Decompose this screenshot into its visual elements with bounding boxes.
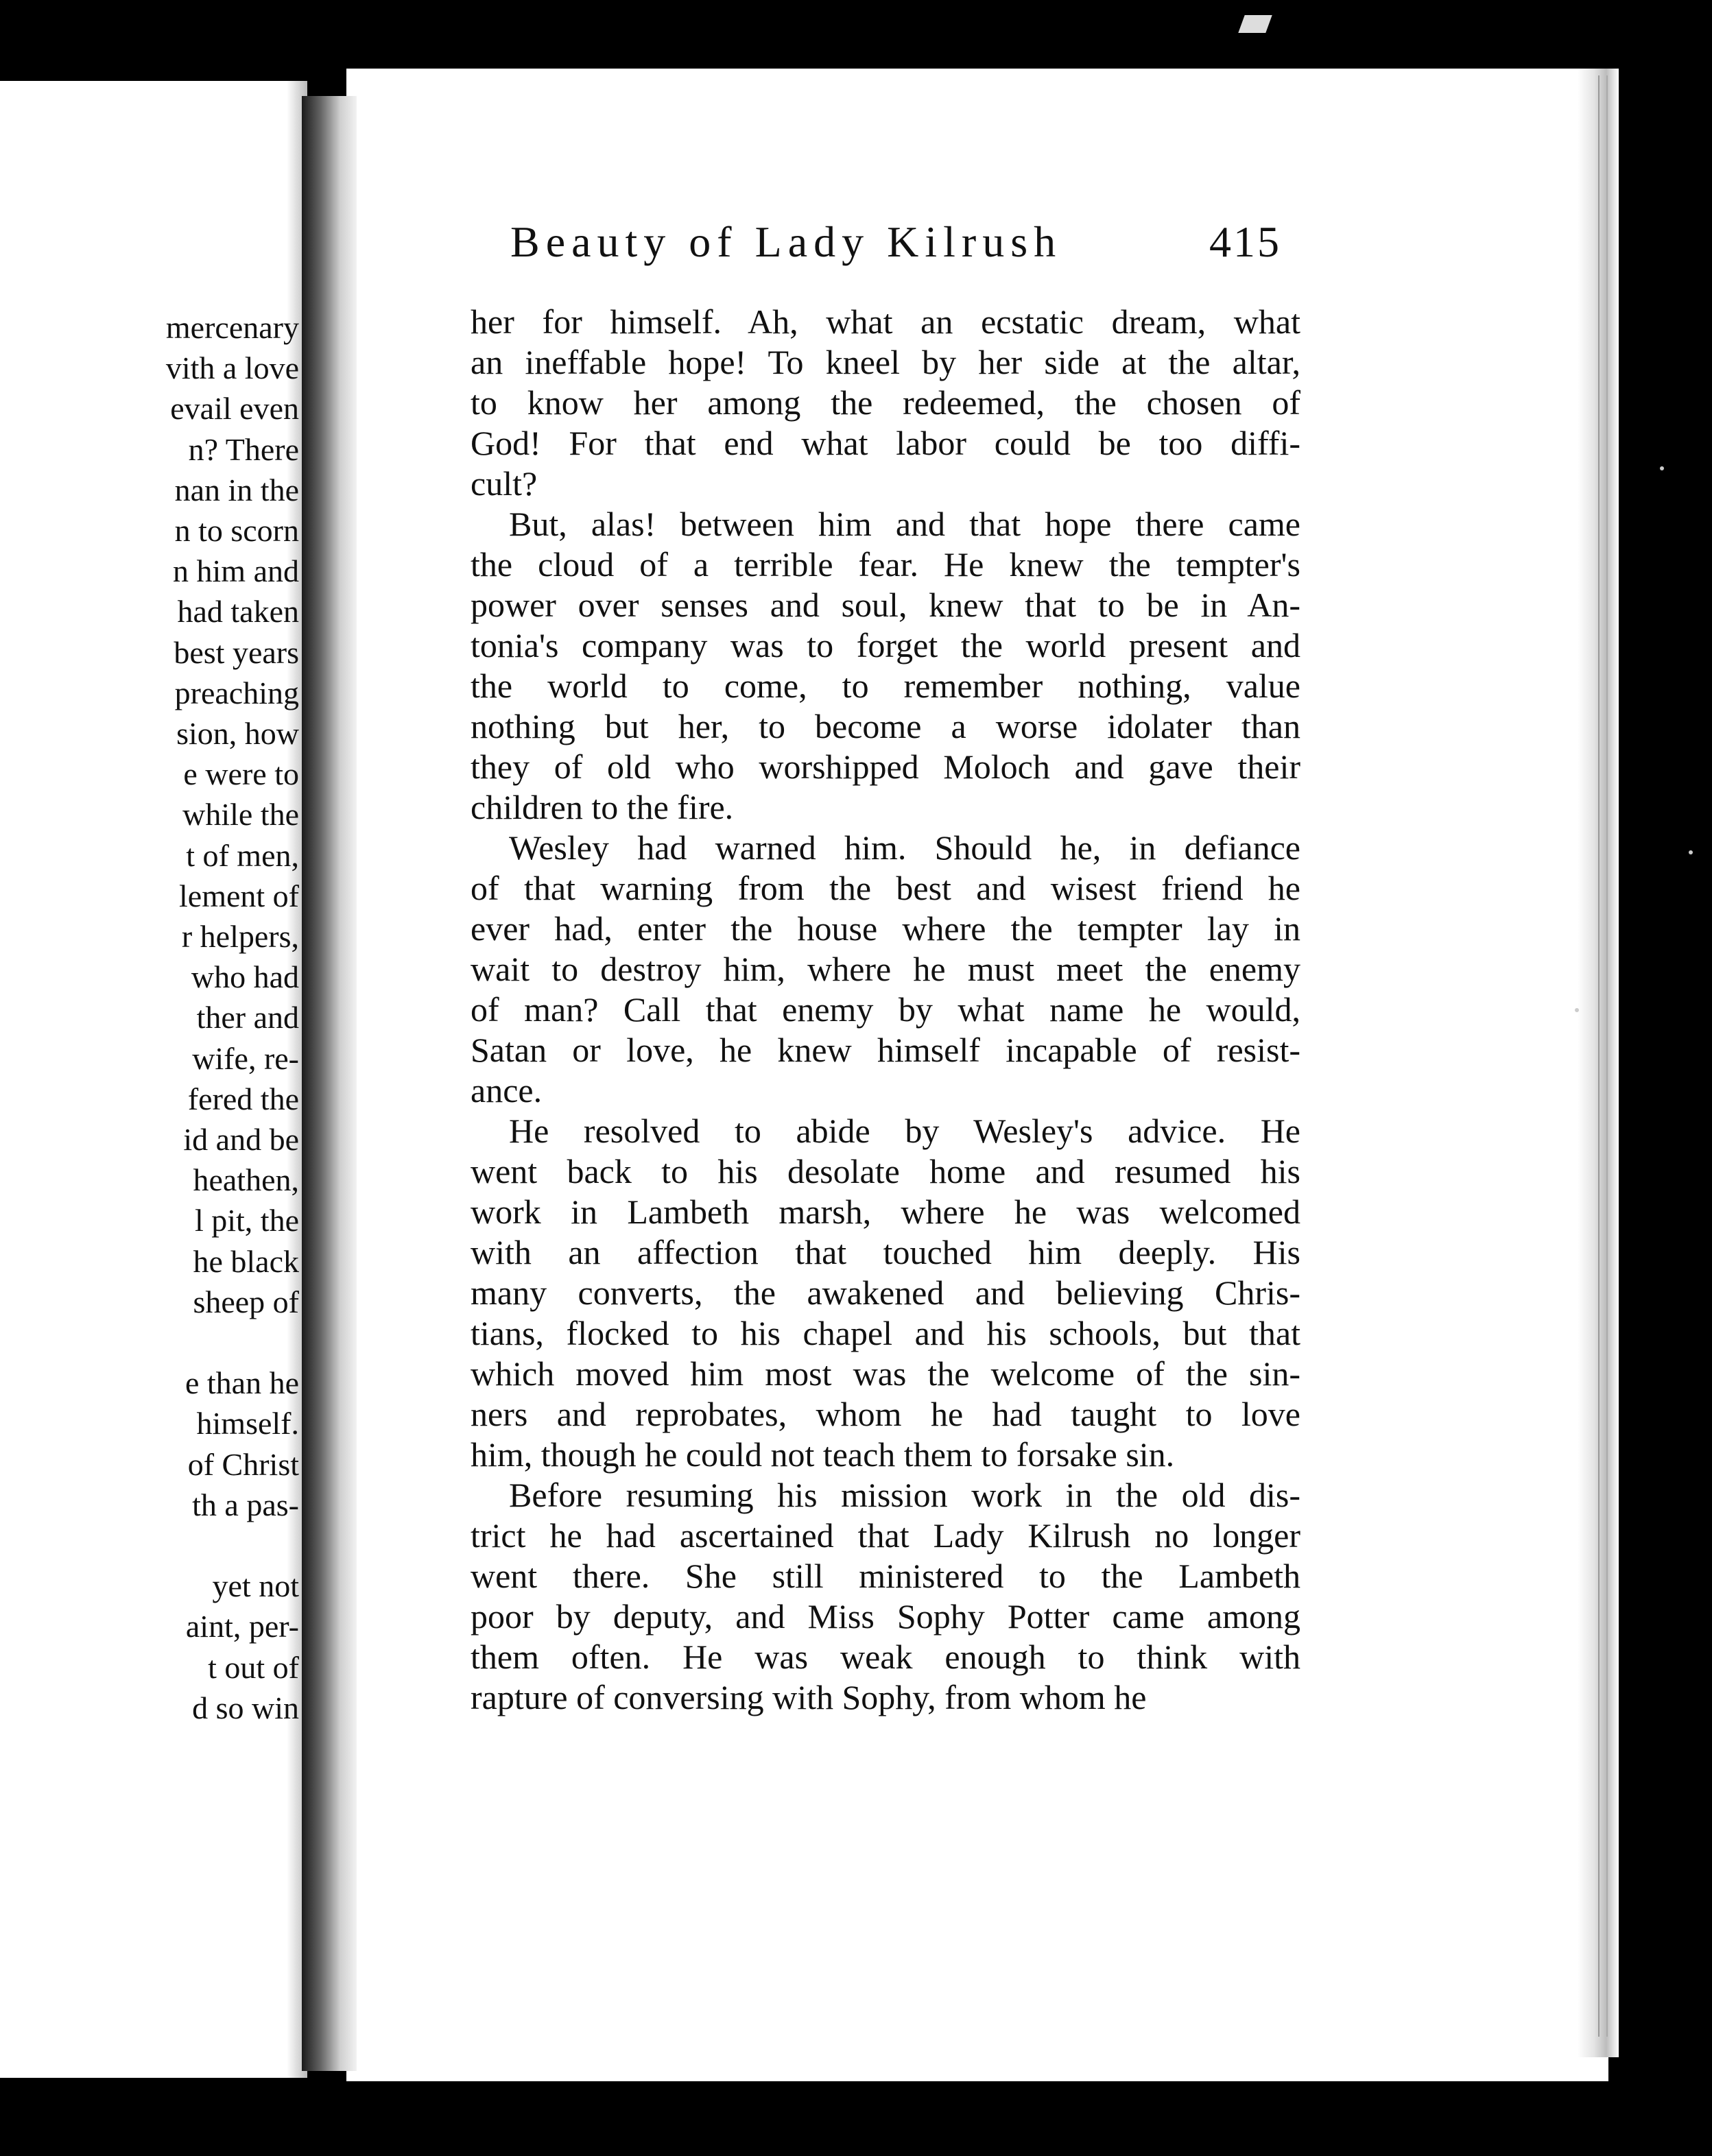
left-page-line: evail even (170, 391, 299, 427)
body-line: Satan or love, he knew himself incapable of resist- (471, 1031, 1300, 1069)
body-line: tians, flocked to his chapel and his schools, but that (471, 1314, 1300, 1352)
left-page-line: n? There (188, 431, 299, 467)
left-page-line: vith a love (165, 350, 299, 386)
left-page-line: best years (174, 634, 299, 670)
body-line: work in Lambeth marsh, where he was welcomed (471, 1193, 1300, 1231)
left-page-line: mercenary (165, 310, 299, 345)
left-page (0, 81, 307, 2078)
left-page-line: e were to (183, 756, 299, 792)
body-line: ever had, enter the house where the tempter lay in (471, 909, 1300, 948)
left-page-line: lement of (179, 878, 299, 913)
body-line: children to the fire. (471, 788, 734, 826)
scan-speck (1660, 466, 1664, 470)
page-edge-lines (1598, 75, 1608, 2037)
body-line: went back to his desolate home and resumed his (471, 1152, 1300, 1190)
left-page-line: d so win (192, 1690, 299, 1725)
body-line: But, alas! between him and that hope there came (509, 505, 1300, 543)
left-page-line: t out of (208, 1649, 299, 1685)
body-line: wait to destroy him, where he must meet the enemy (471, 950, 1300, 988)
left-page-line: preaching (174, 675, 299, 710)
left-page-line: id and be (183, 1122, 299, 1157)
left-page-line: himself. (196, 1406, 299, 1441)
body-line: God! For that end what labor could be too diffi- (471, 424, 1300, 462)
left-page-line: had taken (177, 594, 299, 630)
body-text (471, 302, 1300, 1718)
left-page-line: heathen, (193, 1162, 299, 1198)
body-line: rapture of conversing with Sophy, from whom he (471, 1678, 1147, 1716)
left-page-line: e than he (185, 1365, 299, 1401)
body-line: Before resuming his mission work in the old dis- (509, 1476, 1300, 1514)
body-line: trict he had ascertained that Lady Kilrush no longer (471, 1516, 1300, 1555)
body-line: poor by deputy, and Miss Sophy Potter came among (471, 1597, 1300, 1636)
body-line: them often. He was weak enough to think with (471, 1638, 1300, 1676)
scan-speck (1689, 850, 1693, 854)
book-gutter (302, 96, 357, 2071)
body-line: of that warning from the best and wisest friend he (471, 869, 1300, 907)
left-page-line: sheep of (193, 1284, 299, 1319)
body-line: the world to come, to remember nothing, value (471, 667, 1300, 705)
body-line: ners and reprobates, whom he had taught to love (471, 1395, 1300, 1433)
body-line: him, though he could not teach them to forsake sin. (471, 1435, 1175, 1474)
body-line: with an affection that touched him deeply. His (471, 1233, 1300, 1271)
left-page-line: t of men, (186, 837, 299, 873)
left-page-line: yet not (212, 1568, 299, 1604)
left-page-line: who had (191, 959, 299, 995)
left-page-line: wife, re- (192, 1040, 299, 1076)
body-line: tonia's company was to forget the world present and (471, 626, 1300, 664)
body-line: nothing but her, to become a worse idolater than (471, 707, 1300, 745)
running-header (510, 218, 1281, 266)
left-page-line: while the (182, 797, 299, 833)
left-page-line: ther and (196, 1000, 299, 1035)
body-line: power over senses and soul, knew that to be in An- (471, 586, 1300, 624)
left-page-line: he black (193, 1243, 299, 1279)
left-page-line: r helpers, (181, 919, 299, 954)
body-line: cult? (471, 464, 538, 503)
body-line: her for himself. Ah, what an ecstatic dream, what (471, 302, 1300, 341)
body-line: they of old who worshipped Moloch and gave their (471, 747, 1300, 786)
body-line: went there. She still ministered to the Lambeth (471, 1557, 1300, 1595)
body-line: the cloud of a terrible fear. He knew the tempter's (471, 545, 1300, 584)
left-page-line: nan in the (174, 472, 299, 507)
left-page-line: of Christ (187, 1446, 299, 1482)
body-line: which moved him most was the welcome of the sin- (471, 1354, 1300, 1393)
body-line: many converts, the awakened and believing Chris- (471, 1273, 1300, 1312)
left-page-line: n to scorn (174, 513, 299, 548)
body-line: of man? Call that enemy by what name he would, (471, 990, 1300, 1029)
body-line: an ineffable hope! To kneel by her side at the altar, (471, 343, 1300, 381)
left-page-line: sion, how (176, 716, 299, 751)
left-page-line: fered the (187, 1081, 299, 1116)
body-line: ance. (471, 1071, 543, 1110)
page-corner-mark (1238, 15, 1272, 33)
left-page-line: n him and (173, 553, 299, 589)
scan-speck (1575, 1008, 1579, 1012)
body-line: He resolved to abide by Wesley's advice. He (509, 1112, 1300, 1150)
body-line: Wesley had warned him. Should he, in defiance (509, 828, 1300, 867)
running-header-title: Beauty of Lady Kilrush (510, 217, 1062, 266)
left-page-line: l pit, the (194, 1203, 299, 1238)
left-page-line: aint, per- (185, 1609, 299, 1644)
page-number: 415 (1209, 217, 1281, 266)
left-page-line: th a pas- (192, 1487, 299, 1522)
body-line: to know her among the redeemed, the chosen of (471, 383, 1300, 422)
